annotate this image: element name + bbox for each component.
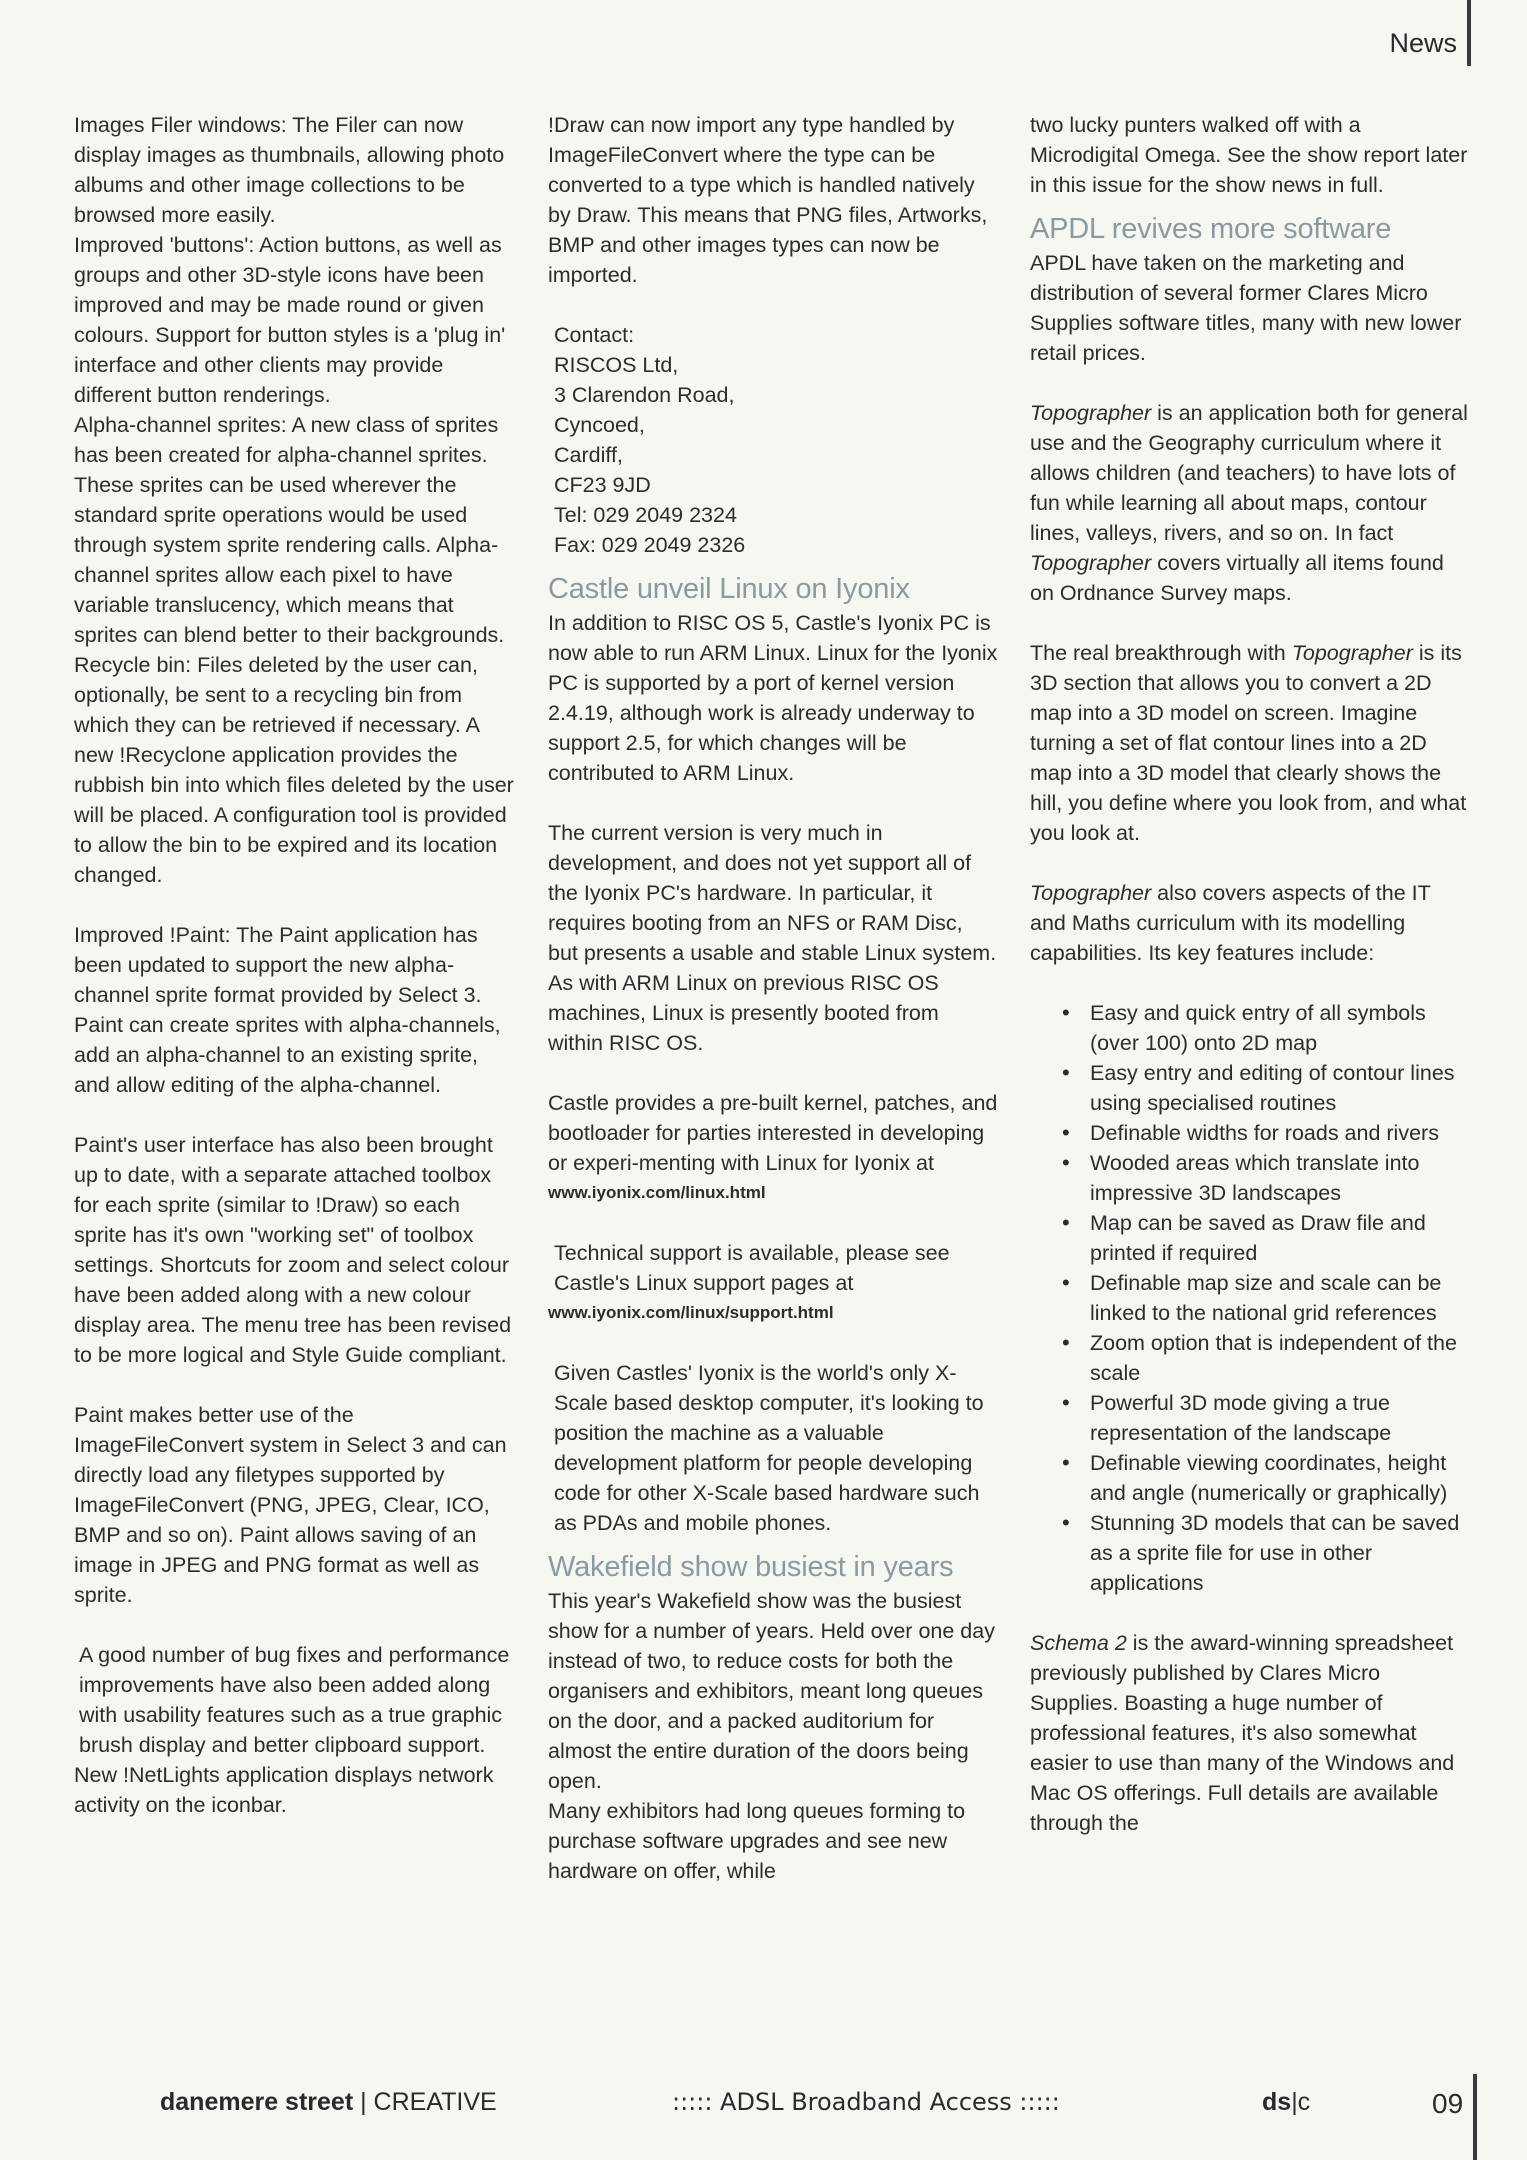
product-name: Topographer: [1030, 881, 1152, 905]
paragraph: Technical support is available, please see Castle's Linux support pages at: [554, 1241, 950, 1295]
footer-logo: ds|c: [1262, 2088, 1311, 2116]
paragraph: Given Castles' Iyonix is the world's only X-Scale based desktop computer, it's looking to position the machine as a valuable development platform for people developing code for other X-Scale based hardware such as PDAs and mobile phones.: [554, 1361, 984, 1535]
contact-line: Cardiff,: [554, 443, 623, 467]
product-name: Topographer: [1030, 401, 1152, 425]
article-heading: APDL revives more software: [1030, 213, 1392, 245]
paragraph: A good number of bug fixes and performance improvements have also been added along with usability features such as a true graphic brush display and better clipboard support.: [79, 1643, 510, 1757]
contact-line: 3 Clarendon Road,: [554, 383, 735, 407]
paragraph: Paint makes better use of the ImageFileConvert system in Select 3 and can directly load any filetypes supported by ImageFileConvert (PNG, JPEG, Clear, ICO, BMP and so on). Paint allows saving of an image in JPEG and PNG format as well as sprite.: [74, 1403, 507, 1607]
contact-line: CF23 9JD: [554, 473, 651, 497]
paragraph: Paint's user interface has also been brought up to date, with a separate attached toolbox for each sprite (similar to !Draw) so each sprite has it's own "working set" of toolbox settings. Shortcuts for zoom and select colour have been added along with a new colour display area. The menu tree has been revised to be more logical and Style Guide compliant.: [74, 1133, 512, 1367]
list-item: • Stunning 3D models that can be saved as a sprite file for use in other applications: [1090, 1508, 1470, 1598]
feature-list: [1030, 998, 1470, 1598]
publisher-brand: danemere street | CREATIVE: [160, 2088, 497, 2116]
link-url[interactable]: www.iyonix.com/linux.html: [548, 1183, 766, 1202]
column-2: [548, 110, 998, 1886]
list-item: • Easy entry and editing of contour lines using specialised routines: [1090, 1058, 1470, 1118]
paragraph: Improved 'buttons': Action buttons, as well as groups and other 3D-style icons have been improved and may be made round or given colours. Support for button styles is a 'plug in' interface and other clients may provide different button renderings.: [74, 233, 506, 407]
paragraph: Alpha-channel sprites: A new class of sprites has been created for alpha-channel sprites. These sprites can be used wherever the standard sprite operations would be used through system sprite rendering calls. Alpha-channel sprites allow each pixel to have variable translucency, which means that sprites can blend better to their backgrounds.: [74, 413, 505, 647]
paragraph: Recycle bin: Files deleted by the user can, optionally, be sent to a recycling bin from which they can be retrieved if necessary. A new !Recyclone application provides the rubbish bin into which files deleted by the user will be placed. A configuration tool is provided to allow the bin to be expired and its location changed.: [74, 653, 514, 887]
column-1: [74, 110, 514, 1820]
page-footer: [0, 2088, 1527, 2128]
list-item: • Definable map size and scale can be linked to the national grid references: [1090, 1268, 1470, 1328]
product-name: Schema 2: [1030, 1631, 1127, 1655]
list-item: • Powerful 3D mode giving a true representation of the landscape: [1090, 1388, 1470, 1448]
paragraph: Many exhibitors had long queues forming to purchase software upgrades and see new hardware on offer, while: [548, 1799, 966, 1883]
contact-line: Fax: 029 2049 2326: [554, 533, 746, 557]
product-name: Topographer: [1030, 551, 1152, 575]
page-number: 09: [1432, 2088, 1464, 2119]
list-item: • Easy and quick entry of all symbols (over 100) onto 2D map: [1090, 998, 1470, 1058]
paragraph: Topographer also covers aspects of the IT and Maths curriculum with its modelling capabilities. Its key features include:: [1030, 881, 1431, 965]
page-number-rule: [1473, 2074, 1477, 2160]
section-title: News: [1389, 28, 1457, 58]
contact-line: Tel: 029 2049 2324: [554, 503, 737, 527]
contact-line: RISCOS Ltd,: [554, 353, 679, 377]
header-rule: [1467, 0, 1471, 66]
list-item: • Definable viewing coordinates, height and angle (numerically or graphically): [1090, 1448, 1470, 1508]
paragraph: Images Filer windows: The Filer can now display images as thumbnails, allowing photo albums and other image collections to be browsed more easily.: [74, 113, 505, 227]
list-item: • Wooded areas which translate into impressive 3D landscapes: [1090, 1148, 1470, 1208]
product-name: Topographer: [1291, 641, 1413, 665]
paragraph: In addition to RISC OS 5, Castle's Iyonix PC is now able to run ARM Linux. Linux for the Iyonix PC is supported by a port of kernel version 2.4.19, although work is already underway to support 2.5, for which changes will be contributed to ARM Linux.: [548, 611, 998, 785]
paragraph: New !NetLights application displays network activity on the iconbar.: [74, 1763, 494, 1817]
paragraph: The real breakthrough with Topographer is its 3D section that allows you to convert a 2D map into a 3D model on screen. Imagine turning a set of flat contour lines into a 2D map into a 3D model that clearly shows the hill, you define where you look from, and what you look at.: [1030, 641, 1467, 845]
list-item: • Definable widths for roads and rivers: [1090, 1118, 1470, 1148]
paragraph: This year's Wakefield show was the busiest show for a number of years. Held over one day instead of two, to reduce costs for both the organisers and exhibitors, meant long queues on the door, and a packed auditorium for almost the entire duration of the doors being open.: [548, 1589, 995, 1793]
link-url[interactable]: www.iyonix.com/linux/support.html: [548, 1303, 834, 1322]
paragraph: APDL have taken on the marketing and distribution of several former Clares Micro Supplies software titles, many with new lower retail prices.: [1030, 251, 1462, 365]
paragraph: The current version is very much in development, and does not yet support all of the Iyonix PC's hardware. In particular, it requires booting from an NFS or RAM Disc, but presents a usable and stable Linux system. As with ARM Linux on previous RISC OS machines, Linux is presently booted from within RISC OS.: [548, 821, 997, 1055]
paragraph: Topographer is an application both for general use and the Geography curriculum where it allows children (and teachers) to have lots of fun while learning all about maps, contour lines, valleys, rivers, and so on. In fact Topographer covers virtually all items found on Ordnance Survey maps.: [1030, 401, 1468, 605]
list-item: • Map can be saved as Draw file and printed if required: [1090, 1208, 1470, 1268]
paragraph: two lucky punters walked off with a Microdigital Omega. See the show report later in this issue for the show news in full.: [1030, 113, 1468, 197]
contact-line: Cyncoed,: [554, 413, 645, 437]
contact-line: Contact:: [554, 323, 635, 347]
paragraph: Improved !Paint: The Paint application has been updated to support the new alpha-channel sprite format provided by Select 3. Paint can create sprites with alpha-channels, add an alpha-channel to an existing sprite, and allow editing of the alpha-channel.: [74, 923, 501, 1097]
column-3: [1030, 110, 1470, 1838]
footer-banner: ::::: ADSL Broadband Access :::::: [672, 2088, 1060, 2116]
paragraph: !Draw can now import any type handled by ImageFileConvert where the type can be converted to a type which is handled natively by Draw. This means that PNG files, Artworks, BMP and other images types can now be imported.: [548, 113, 988, 287]
article-heading: Castle unveil Linux on Iyonix: [548, 573, 910, 605]
paragraph: Schema 2 is the award-winning spreadsheet previously published by Clares Micro Supplies. Boasting a huge number of professional features, it's also somewhat easier to use than many of the Windows and Mac OS offerings. Full details are available through the: [1030, 1631, 1455, 1835]
paragraph: Castle provides a pre-built kernel, patches, and bootloader for parties interested in developing or experi-menting with Linux for Iyonix at: [548, 1091, 998, 1175]
list-item: • Zoom option that is independent of the scale: [1090, 1328, 1470, 1388]
contact-block: [548, 320, 998, 560]
article-heading: Wakefield show busiest in years: [548, 1551, 954, 1583]
